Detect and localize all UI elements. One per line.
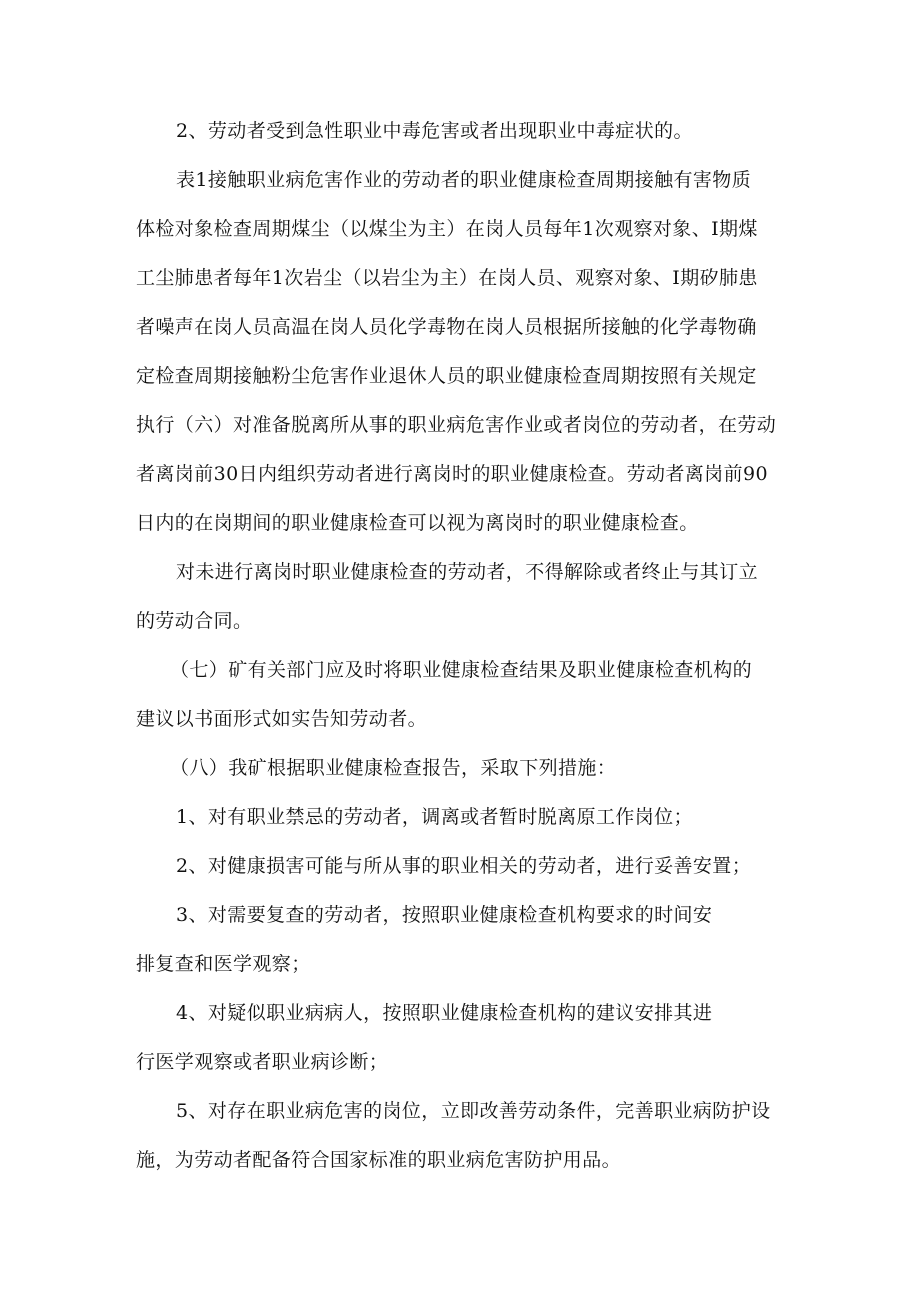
text-line: 工尘肺患者每年1次岩尘（以岩尘为主）在岗人员、观察对象、I期矽肺患 [136,267,758,289]
text-line: 体检对象检查周期煤尘（以煤尘为主）在岗人员每年1次观察对象、I期煤 [136,218,758,240]
text-line: 建议以书面形式如实告知劳动者。 [136,708,428,730]
text-line: 1、对有职业禁忌的劳动者，调离或者暂时脱离原工作岗位； [176,806,693,828]
text-line: 排复查和医学观察； [136,953,311,975]
text-line: 2、劳动者受到急性职业中毒危害或者出现职业中毒症状的。 [176,120,693,142]
text-line: 4、对疑似职业病病人，按照职业健康检查机构的建议安排其进 [176,1002,713,1024]
text-line: 5、对存在职业病危害的岗位，立即改善劳动条件，完善职业病防护设 [176,1100,771,1122]
text-line: 施，为劳动者配备符合国家标准的职业病危害防护用品。 [136,1149,622,1171]
text-line: （七）矿有关部门应及时将职业健康检查结果及职业健康检查机构的 [170,659,753,681]
text-line: 执行（六）对准备脱离所从事的职业病危害作业或者岗位的劳动者，在劳动 [136,414,777,436]
text-line: 对未进行离岗时职业健康检查的劳动者，不得解除或者终止与其订立 [176,561,759,583]
text-line: 行医学观察或者职业病诊断； [136,1051,389,1073]
text-line: 定检查周期接触粉尘危害作业退休人员的职业健康检查周期按照有关规定 [136,365,757,387]
text-line: 者离岗前30日内组织劳动者进行离岗时的职业健康检查。劳动者离岗前90 [136,463,768,485]
text-line: 表1接触职业病危害作业的劳动者的职业健康检查周期接触有害物质 [176,169,752,191]
text-line: 3、对需要复查的劳动者，按照职业健康检查机构要求的时间安 [176,904,713,926]
text-line: 者噪声在岗人员高温在岗人员化学毒物在岗人员根据所接触的化学毒物确 [136,316,757,338]
text-line: 2、对健康损害可能与所从事的职业相关的劳动者，进行妥善安置； [176,855,752,877]
text-line: （八）我矿根据职业健康检查报告，采取下列措施： [170,757,617,779]
text-line: 的劳动合同。 [136,610,253,632]
text-line: 日内的在岗期间的职业健康检查可以视为离岗时的职业健康检查。 [136,512,699,534]
